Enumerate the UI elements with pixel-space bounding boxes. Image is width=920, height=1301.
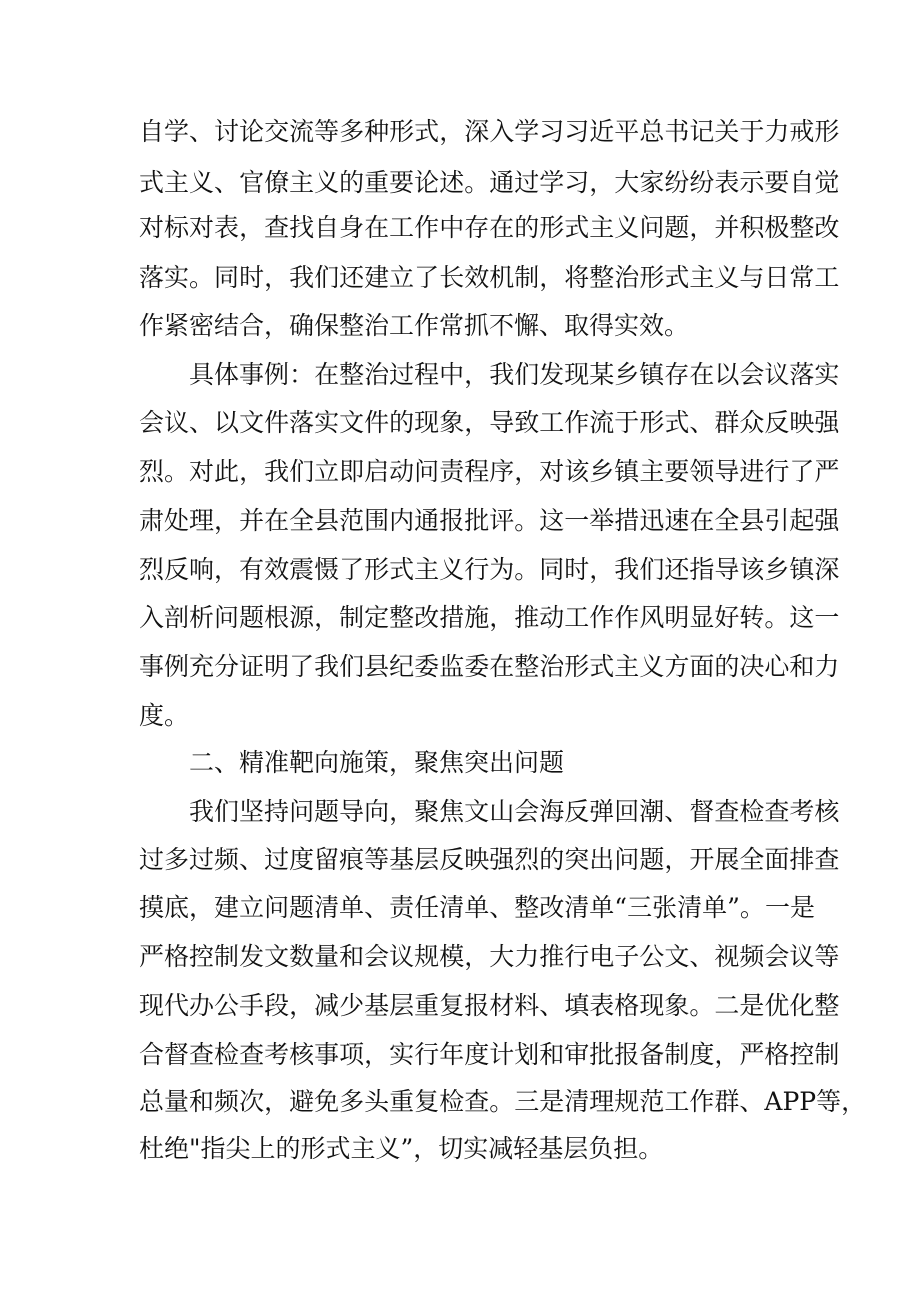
paragraph-line: 会 议 、 以 文 件 落 实 文 件 的 现 象 ， 导 致 工 作 流 于 形 式 、 群 众 反 映 强 bbox=[139, 408, 840, 437]
paragraph-line: 合 督 查 检 查 考 核 事 项 ， 实 行 年 度 计 划 和 审 批 报 备 制 度 ， 严 格 控 制 bbox=[139, 1040, 840, 1069]
paragraph-line: 入 剖 析 问 题 根 源 ， 制 定 整 改 措 施 ， 推 动 工 作 作 风 明 显 好 转 。 这 一 bbox=[139, 603, 840, 632]
paragraph-line: 过 多 过 频 、 过 度 留 痕 等 基 层 反 映 强 烈 的 突 出 问 题 ， 开 展 全 面 排 查 bbox=[139, 845, 840, 874]
paragraph-line: 我 们 坚 持 问 题 导 向 ， 聚 焦 文 山 会 海 反 弹 回 潮 、 督 查 检 查 考 核 bbox=[189, 797, 840, 826]
paragraph-line: 烈 反 响 ， 有 效 震 慑 了 形 式 主 义 行 为 。 同 时 ， 我 们 还 指 导 该 乡 镇 深 bbox=[139, 555, 840, 584]
paragraph-line: 对 标 对 表 ， 查 找 自 身 在 工 作 中 存 在 的 形 式 主 义 问 题 ， 并 积 极 整 改 bbox=[139, 213, 840, 242]
paragraph-line: 二、精准靶向施策，聚焦突出问题 bbox=[189, 748, 565, 777]
paragraph-line: 现 代 办 公 手 段 ， 减 少 基 层 重 复 报 材 料 、 填 表 格 现 象 。 二 是 优 化 整 bbox=[139, 991, 840, 1020]
paragraph-line: 摸 底 ， 建 立 问 题 清 单 、 责 任 清 单 、 整 改 清 单 “ 三 张 清 单 ” 。 一 是 bbox=[139, 893, 815, 922]
paragraph-line: 严 格 控 制 发 文 数 量 和 会 议 规 模 ， 大 力 推 行 电 子 公 文 、 视 频 会 议 等 bbox=[139, 942, 840, 971]
paragraph-line: 事 例 充 分 证 明 了 我 们 县 纪 委 监 委 在 整 治 形 式 主 义 方 面 的 决 心 和 力 bbox=[139, 652, 840, 681]
paragraph-line: 杜绝"指尖上的形式主义”，切实减轻基层负担。 bbox=[139, 1134, 664, 1163]
paragraph-line: 具 体 事 例 ： 在 整 治 过 程 中 ， 我 们 发 现 某 乡 镇 存 在 以 会 议 落 实 bbox=[189, 360, 840, 389]
paragraph-line: 式 主 义 、 官 僚 主 义 的 重 要 论 述 。 通 过 学 习 ， 大 家 纷 纷 表 示 要 自 觉 bbox=[139, 168, 840, 197]
paragraph-line: 肃 处 理 ， 并 在 全 县 范 围 内 通 报 批 评 。 这 一 举 措 迅 速 在 全 县 引 起 强 bbox=[139, 506, 840, 535]
paragraph-line: 烈 。 对 此 ， 我 们 立 即 启 动 问 责 程 序 ， 对 该 乡 镇 主 要 领 导 进 行 了 严 bbox=[139, 457, 840, 486]
paragraph-line: 作紧密结合，确保整治工作常抓不懈、取得实效。 bbox=[139, 311, 690, 340]
paragraph-line: 总 量 和 频 次 ， 避 免 多 头 重 复 检 查 。 三 是 清 理 规 范 工 作 群 、 APP 等 ， bbox=[139, 1087, 867, 1116]
paragraph-line: 落 实 。 同 时 ， 我 们 还 建 立 了 长 效 机 制 ， 将 整 治 形 式 主 义 与 日 常 工 bbox=[139, 263, 840, 292]
paragraph-line: 度。 bbox=[139, 701, 190, 730]
paragraph-line: 自 学 、 讨 论 交 流 等 多 种 形 式 ， 深 入 学 习 习 近 平 总 书 记 关 于 力 戒 形 bbox=[139, 117, 840, 146]
